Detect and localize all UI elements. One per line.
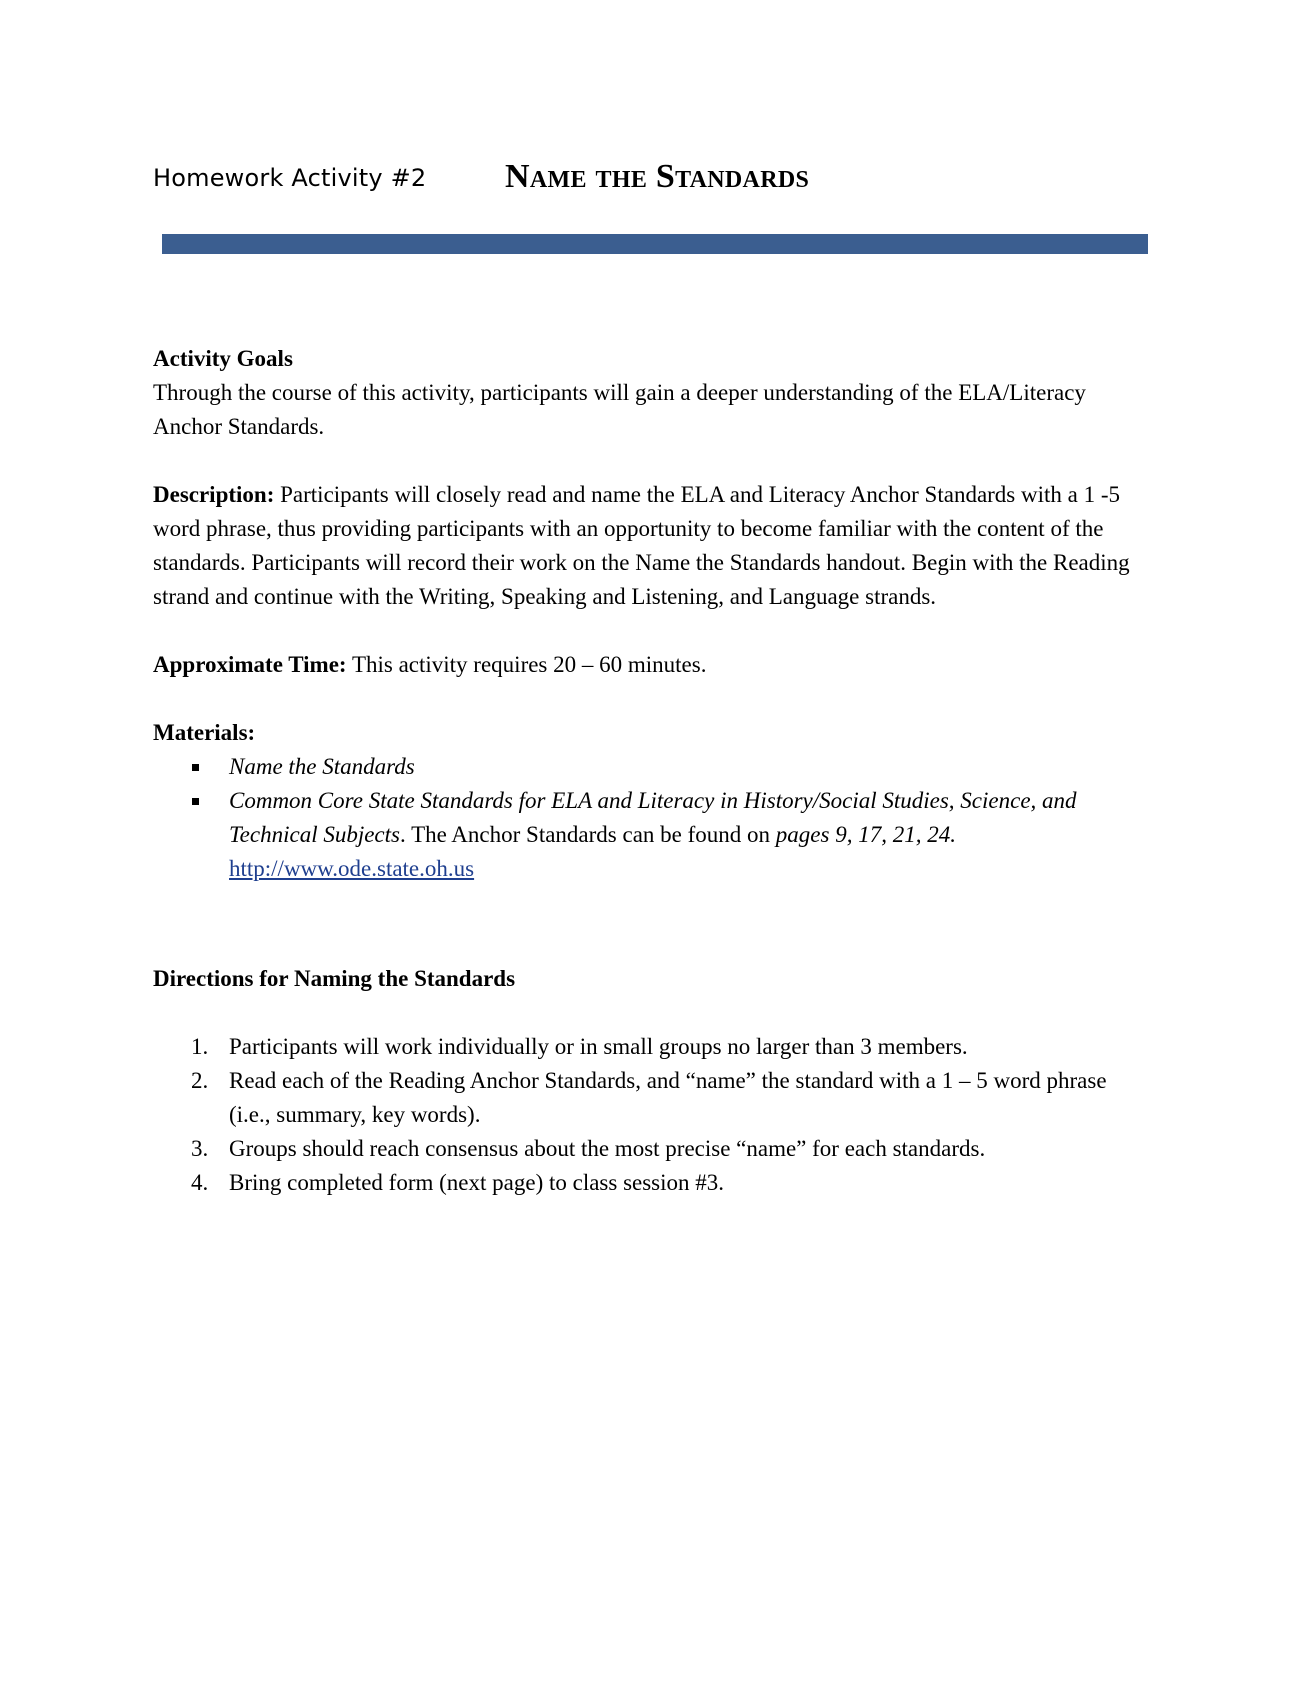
description-section: [153, 478, 1143, 614]
material-ccss-title: Common Core State Standards for ELA and Literacy in History/Social Studies, Science, and Technical Subjects: [229, 788, 1077, 847]
list-item: [153, 1132, 1143, 1166]
list-item: [153, 1030, 1143, 1064]
direction-text: Read each of the Reading Anchor Standards, and “name” the standard with a 1 – 5 word phrase (i.e., summary, key words).: [229, 1068, 1107, 1127]
list-item: [153, 750, 1143, 784]
materials-section: [153, 716, 1143, 886]
description-label: Description:: [153, 482, 275, 507]
directions-heading: Directions for Naming the Standards: [153, 966, 516, 991]
direction-text: Participants will work individually or in small groups no larger than 3 members.: [229, 1034, 968, 1059]
page-title: Name the Standards: [505, 158, 810, 195]
directions-list: [153, 1030, 1143, 1200]
list-number: 3.: [191, 1136, 209, 1161]
direction-text: Groups should reach consensus about the most precise “name” for each standards.: [229, 1136, 986, 1161]
list-number: 4.: [191, 1170, 209, 1195]
materials-heading: Materials:: [153, 720, 256, 745]
document-body: [153, 342, 1143, 1200]
direction-text: Bring completed form (next page) to class session #3.: [229, 1170, 725, 1195]
list-item: [153, 1166, 1143, 1200]
approximate-time-section: [153, 648, 1143, 682]
list-number: 1.: [191, 1034, 209, 1059]
list-item: [153, 784, 1143, 886]
activity-label: Homework Activity #2: [153, 164, 427, 192]
activity-goals-text: Through the course of this activity, participants will gain a deeper understanding of the ELA/Literacy Anchor Standards.: [153, 380, 1086, 439]
approximate-time-label: Approximate Time:: [153, 652, 347, 677]
material-ccss-pages: pages 9, 17, 21, 24.: [775, 822, 956, 847]
material-ccss-text: . The Anchor Standards can be found on: [399, 822, 776, 847]
materials-list: [153, 750, 1143, 886]
bullet-icon: [192, 798, 199, 805]
bullet-icon: [192, 764, 199, 771]
approximate-time-text: This activity requires 20 – 60 minutes.: [351, 652, 707, 677]
activity-goals-heading: Activity Goals: [153, 346, 293, 371]
header-divider: [162, 234, 1148, 254]
list-number: 2.: [191, 1068, 209, 1093]
activity-goals-section: [153, 342, 1143, 444]
list-item: [153, 1064, 1143, 1132]
material-name-the-standards: Name the Standards: [229, 754, 415, 779]
description-text: Participants will closely read and name the ELA and Literacy Anchor Standards with a 1 -5 word phrase, thus providing participants with an opportunity to become familiar with the content of the standards. Participants will record their work on the Name the Standards handout. Begin with the Reading strand and continue with the Writing, Speaking and Listening, and Language strands.: [153, 482, 1130, 609]
ode-website-link[interactable]: http://www.ode.state.oh.us: [229, 856, 475, 881]
